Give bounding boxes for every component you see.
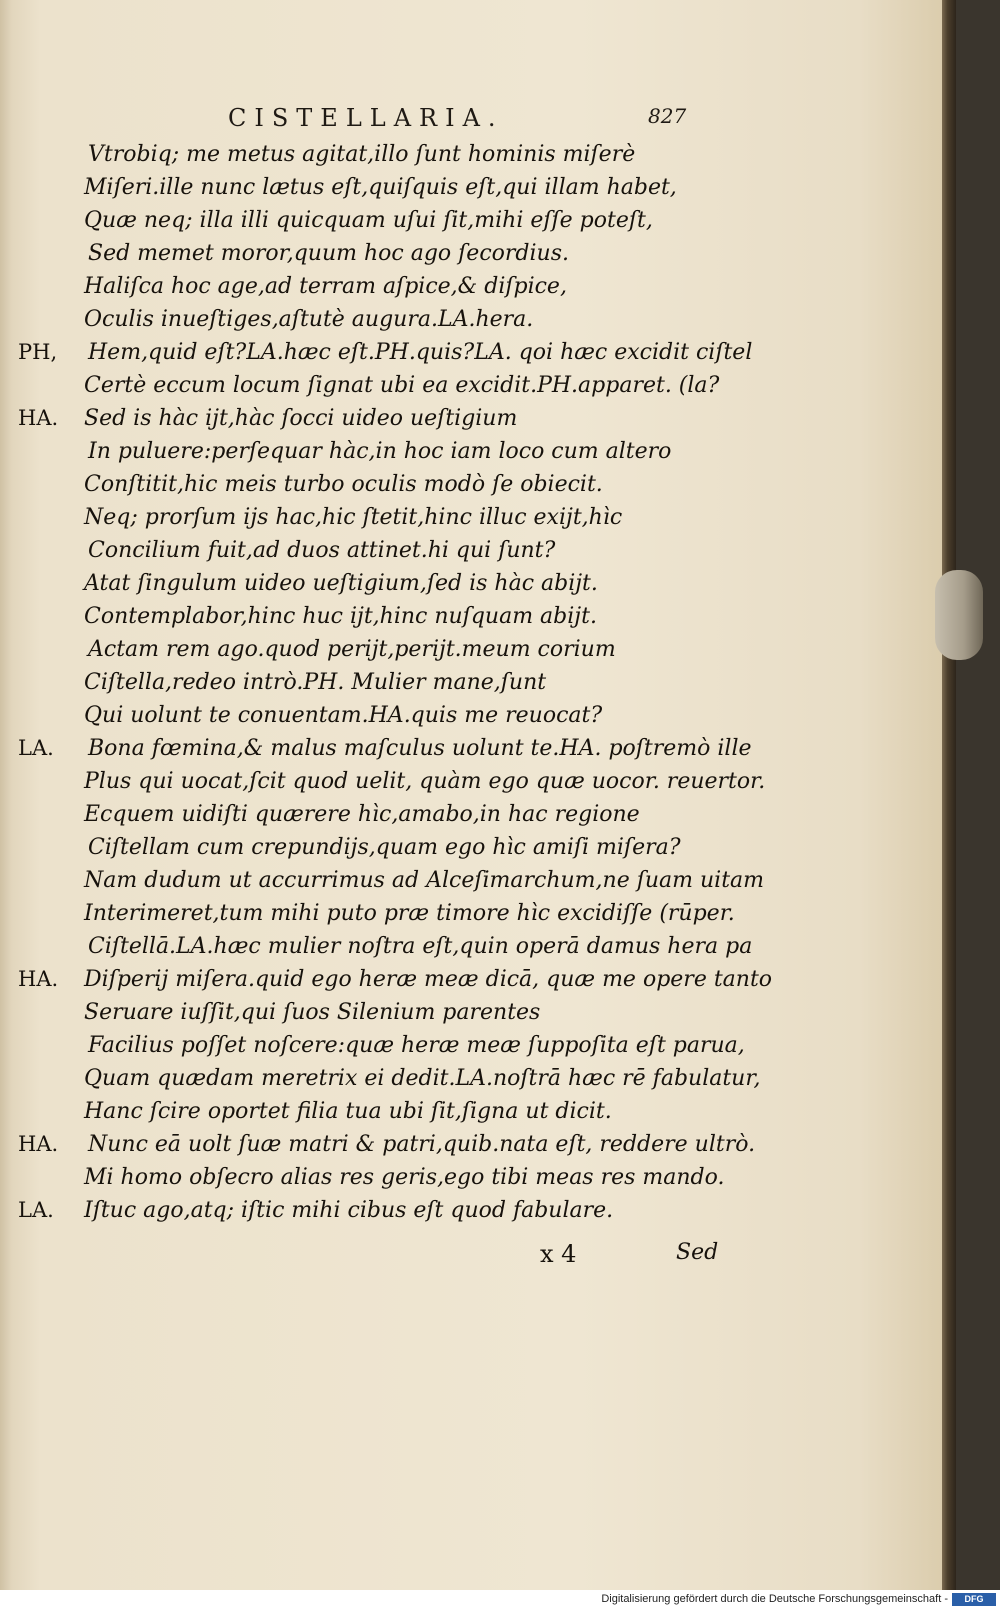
signature-mark: x 4 (540, 1240, 577, 1268)
verse-line (0, 897, 940, 930)
verse-line (0, 468, 940, 501)
verse-line (0, 600, 940, 633)
speaker-label: HA. (18, 967, 59, 991)
verse-line (0, 732, 940, 765)
page-edge (942, 0, 956, 1590)
speaker-label: HA. (18, 1132, 59, 1156)
verse-line (0, 930, 940, 963)
verse-text: Interimeret,tum mihi puto præ timore hìc excidiſſe (rūper. (84, 901, 735, 926)
verse-text: Facilius poſſet noſcere:quæ heræ meæ ſuppoſita eſt parua, (88, 1033, 745, 1058)
verse-line (0, 798, 940, 831)
verse-line (0, 765, 940, 798)
dfg-logo-icon: DFG (952, 1593, 996, 1606)
verse-line (0, 1128, 940, 1161)
verse-line (0, 1095, 940, 1128)
verse-line (0, 336, 940, 369)
verse-text: Ciſtella,redeo intrò.PH. Mulier mane,ſunt (84, 670, 547, 695)
verse-text: Bona fœmina,& malus maſculus uolunt te.HA. poſtremò ille (88, 736, 752, 761)
verse-text: In puluere:perſequar hàc,in hoc iam loco cum altero (88, 439, 672, 464)
verse-text: Nam dudum ut accurrimus ad Alceſimarchum,ne ſuam uitam (84, 868, 765, 893)
verse-text: Quæ neq; illa illi quicquam uſui ſit,mihi eſſe poteſt, (84, 208, 653, 233)
verse-line (0, 138, 940, 171)
verse-line (0, 666, 940, 699)
verse-line (0, 633, 940, 666)
verse-text: Atat ſingulum uideo ueſtigium,ſed is hàc abijt. (84, 571, 598, 596)
verse-line (0, 567, 940, 600)
clasp-icon (935, 570, 983, 660)
verse-text: Actam rem ago.quod perijt,perijt.meum corium (88, 637, 616, 662)
verse-line (0, 864, 940, 897)
verse-line (0, 1029, 940, 1062)
verse-text: Contemplabor,hinc huc ijt,hinc nuſquam abijt. (84, 604, 597, 629)
verse-line (0, 435, 940, 468)
book-cover-edge (956, 0, 1000, 1590)
verse-text: Conſtitit,hic meis turbo oculis modò ſe obiecit. (84, 472, 603, 497)
verse-text: Hem,quid eſt?LA.hæc eſt.PH.quis?LA. qoi hæc excidit ciſtel (88, 340, 753, 365)
verse-text: Ciſtellam cum crepundijs,quam ego hìc amiſi miſera? (88, 835, 681, 860)
verse-text: Ciſtellā.LA.hæc mulier noſtra eſt,quin operā damus hera pa (88, 934, 753, 959)
running-title: CISTELLARIA. (228, 104, 504, 132)
verse-text: Ecquem uidiſti quærere hìc,amabo,in hac regione (84, 802, 640, 827)
footer-credit: Digitalisierung gefördert durch die Deutsche Forschungsgemeinschaft - (601, 1593, 948, 1605)
verse-text: Seruare iuſſit,qui ſuos Silenium parentes (84, 1000, 541, 1025)
verse-text: Diſperij miſera.quid ego heræ meæ dicā, quæ me opere tanto (84, 967, 773, 992)
verse-line (0, 402, 940, 435)
verse-text: Certè eccum locum ſignat ubi ea excidit.PH.apparet. (la? (84, 373, 720, 398)
speaker-label: LA. (18, 736, 54, 760)
verse-text: Sed is hàc ijt,hàc ſocci uideo ueſtigium (84, 406, 518, 431)
verse-line (0, 501, 940, 534)
verse-text: Iſtuc ago,atq; iſtic mihi cibus eſt quod fabulare. (84, 1198, 614, 1223)
play-text (0, 138, 940, 1227)
verse-line (0, 237, 940, 270)
verse-text: Nunc eā uolt ſuæ matri & patri,quib.nata eſt, reddere ultrò. (88, 1132, 756, 1157)
verse-text: Sed memet moror,quum hoc ago ſecordius. (88, 241, 569, 266)
verse-line (0, 963, 940, 996)
verse-text: Miſeri.ille nunc lætus eſt,quiſquis eſt,qui illam habet, (84, 175, 677, 200)
verse-text: Concilium fuit,ad duos attinet.hi qui ſunt? (88, 538, 556, 563)
verse-line (0, 699, 940, 732)
verse-line (0, 831, 940, 864)
verse-line (0, 303, 940, 336)
verse-text: Haliſca hoc age,ad terram aſpice,& diſpice, (84, 274, 567, 299)
speaker-label: PH, (18, 340, 58, 364)
verse-text: Mi homo obſecro alias res geris,ego tibi meas res mando. (84, 1165, 725, 1190)
verse-line (0, 1161, 940, 1194)
footer-bar (0, 1590, 1000, 1609)
catchword: Sed (676, 1240, 719, 1265)
page-number: 827 (648, 104, 687, 128)
verse-line (0, 1062, 940, 1095)
verse-text: Oculis inueſtiges,aſtutè augura.LA.hera. (84, 307, 534, 332)
verse-text: Plus qui uocat,ſcit quod uelit, quàm ego quæ uocor. reuertor. (84, 769, 766, 794)
verse-line (0, 270, 940, 303)
verse-text: Vtrobiq; me metus agitat,illo ſunt hominis miſerè (88, 142, 636, 167)
verse-text: Hanc ſcire oportet filia tua ubi ſit,ſigna ut dicit. (84, 1099, 612, 1124)
speaker-label: HA. (18, 406, 59, 430)
verse-line (0, 1194, 940, 1227)
verse-text: Quam quædam meretrix ei dedit.LA.noſtrā hæc rē fabulatur, (84, 1066, 761, 1091)
verse-line (0, 534, 940, 567)
verse-text: Neq; prorſum ijs hac,hic ſtetit,hinc illuc exijt,hìc (84, 505, 623, 530)
speaker-label: LA. (18, 1198, 54, 1222)
verse-line (0, 204, 940, 237)
verse-line (0, 369, 940, 402)
verse-line (0, 171, 940, 204)
verse-line (0, 996, 940, 1029)
verse-text: Qui uolunt te conuentam.HA.quis me reuocat? (84, 703, 603, 728)
